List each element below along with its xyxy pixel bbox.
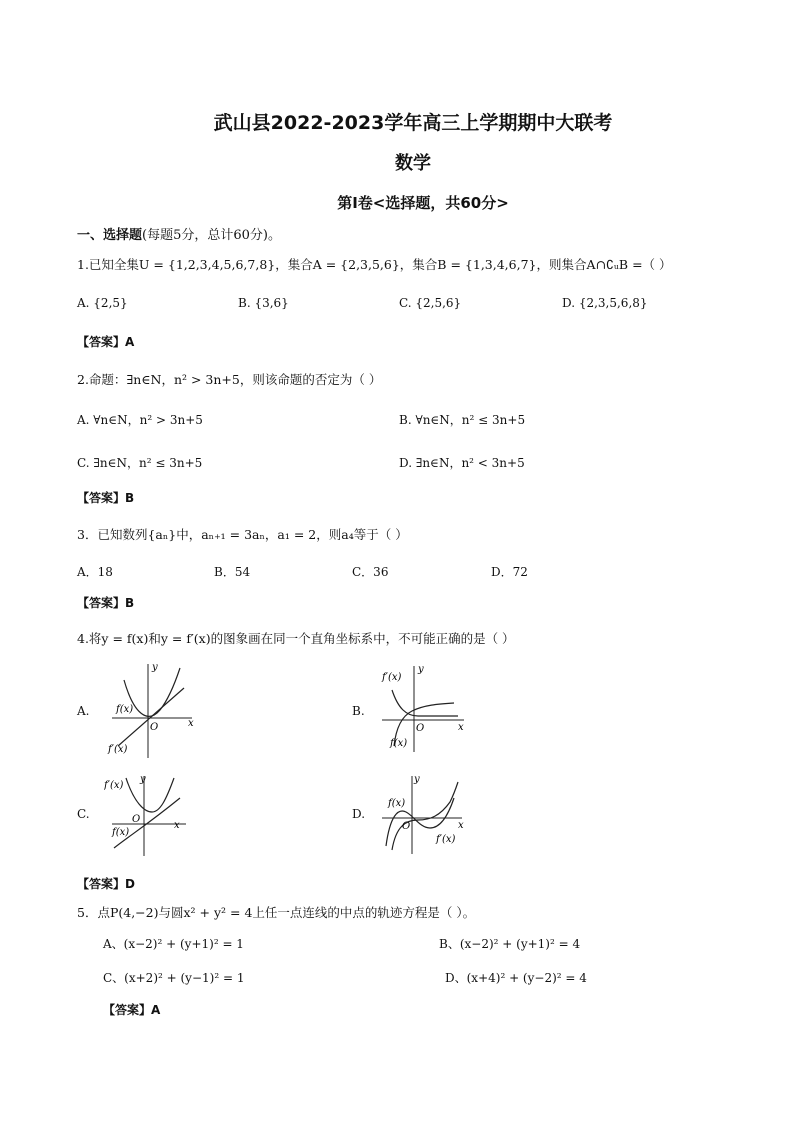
q4-graph-c	[104, 772, 200, 858]
q5-option-d: D、(x+4)² + (y−2)² = 4	[445, 971, 587, 985]
fpx-line	[118, 688, 184, 746]
q4-answer-text: 【答案】D	[77, 877, 135, 891]
q5-stem: 5．点P(4,−2)与圆x² + y² = 4上任一点连线的中点的轨迹方程是（ ）。	[77, 905, 476, 920]
origin-label: O	[150, 722, 159, 733]
q2-option-d: D. ∃n∈N，n² < 3n+5	[399, 456, 525, 470]
q5-answer-text: 【答案】A	[103, 1003, 161, 1017]
x-label: x	[174, 820, 180, 831]
q1-answer-text: 【答案】A	[77, 335, 135, 349]
q4-answer	[77, 875, 135, 892]
x-label: x	[188, 718, 194, 729]
section-heading	[77, 224, 281, 243]
q5-answer	[103, 1001, 160, 1018]
q2-option-b: B. ∀n∈N，n² ≤ 3n+5	[399, 413, 526, 427]
q2-stem: 2.命题：∃n∈N，n² > 3n+5，则该命题的否定为（ ）	[77, 372, 382, 387]
fpx-label: f′(x)	[382, 672, 402, 683]
q1-option-d: D. {2,3,5,6,8}	[562, 296, 648, 310]
q5-option-c: C、(x+2)² + (y−1)² = 1	[103, 971, 245, 985]
y-label: y	[140, 774, 146, 785]
q5-option-a: A、(x−2)² + (y+1)² = 1	[103, 937, 244, 951]
q2-option-a: A. ∀n∈N，n² > 3n+5	[77, 413, 203, 427]
fx-label: f(x)	[390, 738, 408, 749]
q4-graph-d	[378, 772, 468, 856]
q1-answer	[77, 333, 134, 350]
fx-curve	[114, 798, 180, 848]
x-label: x	[458, 820, 464, 831]
q3-option-a: A．18	[77, 565, 113, 579]
q4-graph-a	[104, 660, 200, 760]
fx-label: f(x)	[116, 704, 134, 715]
exam-title: 武山县2022-2023学年高三上学期期中大联考	[213, 112, 613, 134]
q3-option-d: D．72	[491, 565, 528, 579]
q3-option-b: B．54	[214, 565, 251, 579]
q1-stem: 1.已知全集U = {1,2,3,4,5,6,7,8}，集合A = {2,3,5,6}，集合B = {1,3,4,6,7}，则集合A∩∁ᵤB =（ ）	[77, 257, 672, 272]
q1-option-c: C. {2,5,6}	[399, 296, 462, 310]
q1-option-a: A. {2,5}	[77, 296, 128, 310]
y-label: y	[152, 662, 158, 673]
q3-option-c: C．36	[352, 565, 389, 579]
x-label: x	[458, 722, 464, 733]
q4-graph-b	[378, 662, 474, 754]
section-note: (每题5分，总计60分)。	[142, 228, 281, 243]
origin-label: O	[416, 723, 425, 734]
origin-label: O	[402, 821, 411, 832]
part-heading: 第Ⅰ卷<选择题，共60分>	[337, 194, 509, 212]
fpx-label: f′(x)	[104, 780, 124, 791]
q3-stem: 3．已知数列{aₙ}中，aₙ₊₁ = 3aₙ，a₁ = 2，则a₄等于（ ）	[77, 527, 408, 542]
exam-subject: 数学	[395, 153, 431, 174]
y-label: y	[418, 664, 424, 675]
q4-stem: 4.将y = f(x)和y = f′(x)的图象画在同一个直角坐标系中，不可能正确的是（ ）	[77, 631, 515, 646]
q3-answer-text: 【答案】B	[77, 596, 135, 610]
fpx-label: f′(x)	[436, 834, 456, 845]
q3-answer	[77, 594, 134, 611]
q1-option-b: B. {3,6}	[238, 296, 289, 310]
section-title: 一、选择题	[77, 228, 143, 243]
fpx-curve	[126, 778, 174, 812]
fx-label: f(x)	[112, 827, 130, 838]
q4-option-b: B.	[352, 704, 365, 718]
q4-option-a: A.	[77, 704, 90, 718]
q5-option-b: B、(x−2)² + (y+1)² = 4	[439, 937, 581, 951]
origin-label: O	[132, 814, 141, 825]
fpx-label: f′(x)	[108, 744, 128, 755]
q4-option-d: D.	[352, 807, 366, 821]
q2-answer-text: 【答案】B	[77, 491, 135, 505]
q2-option-c: C. ∃n∈N，n² ≤ 3n+5	[77, 456, 203, 470]
q4-option-c: C.	[77, 807, 90, 821]
q2-answer	[77, 489, 134, 506]
y-label: y	[414, 774, 420, 785]
fx-label: f(x)	[388, 798, 406, 809]
